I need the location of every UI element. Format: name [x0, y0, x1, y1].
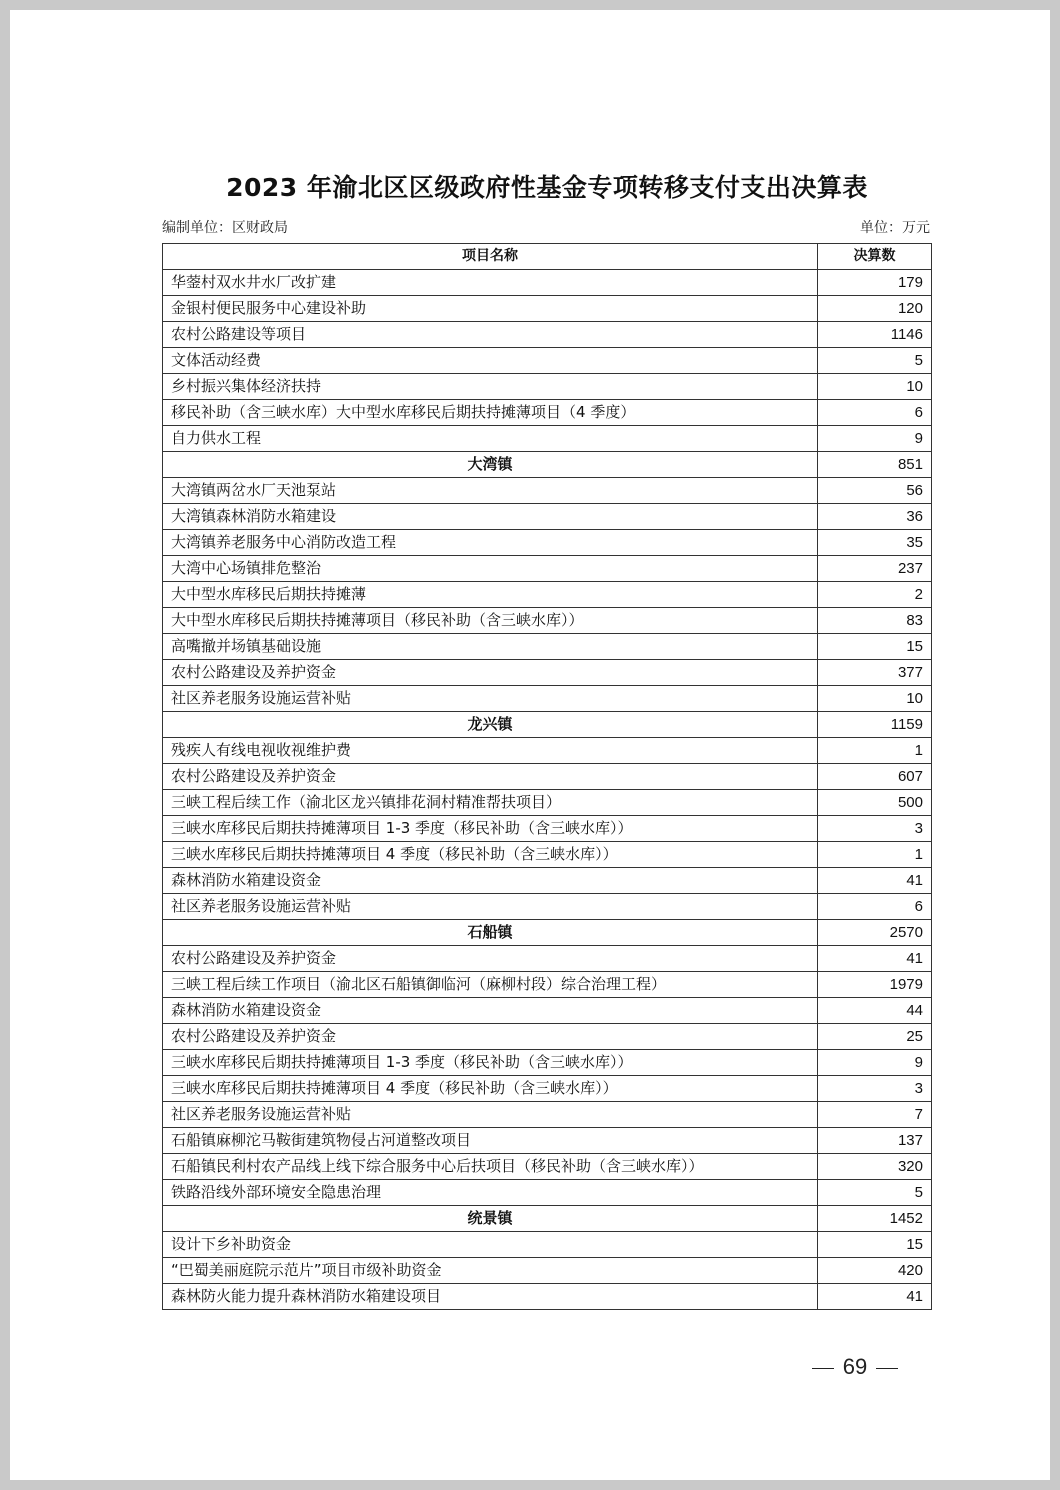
- table-row: [163, 660, 932, 686]
- table-body: [163, 270, 932, 1310]
- section-row: [163, 452, 932, 478]
- table-row: [163, 946, 932, 972]
- table-row: [163, 400, 932, 426]
- amount-cell: 9: [818, 1050, 932, 1076]
- table-row: [163, 738, 932, 764]
- section-amount-cell: 851: [818, 452, 932, 478]
- amount-cell: 137: [818, 1128, 932, 1154]
- table-row: [163, 1258, 932, 1284]
- table-row: [163, 1128, 932, 1154]
- project-name-cell: 金银村便民服务中心建设补助: [163, 296, 818, 322]
- project-name-cell: 森林消防水箱建设资金: [163, 998, 818, 1024]
- section-name-cell: 石船镇: [163, 920, 818, 946]
- table-row: [163, 868, 932, 894]
- project-name-cell: “巴蜀美丽庭院示范片”项目市级补助资金: [163, 1258, 818, 1284]
- project-name-cell: 大中型水库移民后期扶持摊薄: [163, 582, 818, 608]
- amount-cell: 377: [818, 660, 932, 686]
- table-row: [163, 1024, 932, 1050]
- project-name-cell: 社区养老服务设施运营补贴: [163, 1102, 818, 1128]
- project-name-cell: 农村公路建设及养护资金: [163, 1024, 818, 1050]
- table-row: [163, 894, 932, 920]
- project-name-cell: 农村公路建设及养护资金: [163, 946, 818, 972]
- amount-cell: 179: [818, 270, 932, 296]
- project-name-cell: 农村公路建设等项目: [163, 322, 818, 348]
- amount-cell: 1146: [818, 322, 932, 348]
- table-row: [163, 1284, 932, 1310]
- compiler-label: 编制单位：区财政局: [162, 220, 288, 236]
- page-number: 69: [842, 1354, 868, 1379]
- amount-cell: 1: [818, 738, 932, 764]
- table-row: [163, 842, 932, 868]
- project-name-cell: 乡村振兴集体经济扶持: [163, 374, 818, 400]
- table-row: [163, 686, 932, 712]
- amount-cell: 83: [818, 608, 932, 634]
- budget-table: [162, 243, 932, 1310]
- amount-cell: 237: [818, 556, 932, 582]
- project-name-cell: 华蓥村双水井水厂改扩建: [163, 270, 818, 296]
- project-name-cell: 自力供水工程: [163, 426, 818, 452]
- amount-cell: 6: [818, 894, 932, 920]
- amount-cell: 41: [818, 868, 932, 894]
- amount-cell: 1979: [818, 972, 932, 998]
- project-name-cell: 高嘴撤并场镇基础设施: [163, 634, 818, 660]
- section-row: [163, 712, 932, 738]
- project-name-cell: 三峡水库移民后期扶持摊薄项目 4 季度（移民补助（含三峡水库））: [163, 1076, 818, 1102]
- amount-cell: 15: [818, 1232, 932, 1258]
- project-name-cell: 三峡水库移民后期扶持摊薄项目 1-3 季度（移民补助（含三峡水库））: [163, 816, 818, 842]
- table-row: [163, 1076, 932, 1102]
- amount-cell: 41: [818, 946, 932, 972]
- project-name-cell: 移民补助（含三峡水库）大中型水库移民后期扶持摊薄项目（4 季度）: [163, 400, 818, 426]
- amount-cell: 3: [818, 1076, 932, 1102]
- section-row: [163, 1206, 932, 1232]
- section-name-cell: 大湾镇: [163, 452, 818, 478]
- table-row: [163, 322, 932, 348]
- section-amount-cell: 1159: [818, 712, 932, 738]
- page-number-dash-right: [876, 1368, 898, 1369]
- section-name-cell: 龙兴镇: [163, 712, 818, 738]
- table-row: [163, 296, 932, 322]
- table-row: [163, 790, 932, 816]
- table-row: [163, 608, 932, 634]
- table-row: [163, 634, 932, 660]
- amount-cell: 120: [818, 296, 932, 322]
- project-name-cell: 石船镇麻柳沱马鞍街建筑物侵占河道整改项目: [163, 1128, 818, 1154]
- project-name-cell: 森林消防水箱建设资金: [163, 868, 818, 894]
- unit-label: 单位：万元: [860, 220, 930, 236]
- amount-cell: 7: [818, 1102, 932, 1128]
- amount-cell: 44: [818, 998, 932, 1024]
- table-row: [163, 1102, 932, 1128]
- amount-cell: 10: [818, 374, 932, 400]
- amount-cell: 36: [818, 504, 932, 530]
- amount-cell: 607: [818, 764, 932, 790]
- project-name-cell: 石船镇民利村农产品线上线下综合服务中心后扶项目（移民补助（含三峡水库））: [163, 1154, 818, 1180]
- amount-cell: 25: [818, 1024, 932, 1050]
- table-row: [163, 530, 932, 556]
- table-row: [163, 504, 932, 530]
- project-name-cell: 三峡水库移民后期扶持摊薄项目 1-3 季度（移民补助（含三峡水库））: [163, 1050, 818, 1076]
- table-row: [163, 816, 932, 842]
- header-project-name: 项目名称: [163, 244, 818, 270]
- section-amount-cell: 2570: [818, 920, 932, 946]
- table-row: [163, 270, 932, 296]
- project-name-cell: 森林防火能力提升森林消防水箱建设项目: [163, 1284, 818, 1310]
- amount-cell: 10: [818, 686, 932, 712]
- project-name-cell: 大湾镇养老服务中心消防改造工程: [163, 530, 818, 556]
- table-row: [163, 556, 932, 582]
- table-row: [163, 1050, 932, 1076]
- project-name-cell: 三峡工程后续工作（渝北区龙兴镇排花洞村精准帮扶项目）: [163, 790, 818, 816]
- amount-cell: 56: [818, 478, 932, 504]
- project-name-cell: 大湾中心场镇排危整治: [163, 556, 818, 582]
- project-name-cell: 三峡工程后续工作项目（渝北区石船镇御临河（麻柳村段）综合治理工程）: [163, 972, 818, 998]
- table-row: [163, 478, 932, 504]
- table-row: [163, 374, 932, 400]
- table-row: [163, 1232, 932, 1258]
- amount-cell: 2: [818, 582, 932, 608]
- project-name-cell: 三峡水库移民后期扶持摊薄项目 4 季度（移民补助（含三峡水库））: [163, 842, 818, 868]
- table-row: [163, 764, 932, 790]
- project-name-cell: 大湾镇两岔水厂天池泵站: [163, 478, 818, 504]
- amount-cell: 35: [818, 530, 932, 556]
- project-name-cell: 社区养老服务设施运营补贴: [163, 894, 818, 920]
- section-amount-cell: 1452: [818, 1206, 932, 1232]
- project-name-cell: 农村公路建设及养护资金: [163, 660, 818, 686]
- project-name-cell: 铁路沿线外部环境安全隐患治理: [163, 1180, 818, 1206]
- header-amount: 决算数: [818, 244, 932, 270]
- amount-cell: 15: [818, 634, 932, 660]
- document-title: 2023 年渝北区区级政府性基金专项转移支付支出决算表: [226, 173, 868, 202]
- project-name-cell: 大中型水库移民后期扶持摊薄项目（移民补助（含三峡水库））: [163, 608, 818, 634]
- project-name-cell: 文体活动经费: [163, 348, 818, 374]
- project-name-cell: 社区养老服务设施运营补贴: [163, 686, 818, 712]
- amount-cell: 1: [818, 842, 932, 868]
- project-name-cell: 残疾人有线电视收视维护费: [163, 738, 818, 764]
- amount-cell: 6: [818, 400, 932, 426]
- amount-cell: 420: [818, 1258, 932, 1284]
- amount-cell: 500: [818, 790, 932, 816]
- table-row: [163, 582, 932, 608]
- table-header-row: [163, 244, 932, 270]
- table-row: [163, 1180, 932, 1206]
- amount-cell: 41: [818, 1284, 932, 1310]
- table-row: [163, 426, 932, 452]
- project-name-cell: 设计下乡补助资金: [163, 1232, 818, 1258]
- project-name-cell: 农村公路建设及养护资金: [163, 764, 818, 790]
- table-row: [163, 972, 932, 998]
- project-name-cell: 大湾镇森林消防水箱建设: [163, 504, 818, 530]
- amount-cell: 320: [818, 1154, 932, 1180]
- table-row: [163, 998, 932, 1024]
- section-row: [163, 920, 932, 946]
- section-name-cell: 统景镇: [163, 1206, 818, 1232]
- amount-cell: 9: [818, 426, 932, 452]
- table-row: [163, 348, 932, 374]
- amount-cell: 5: [818, 1180, 932, 1206]
- amount-cell: 3: [818, 816, 932, 842]
- table-row: [163, 1154, 932, 1180]
- amount-cell: 5: [818, 348, 932, 374]
